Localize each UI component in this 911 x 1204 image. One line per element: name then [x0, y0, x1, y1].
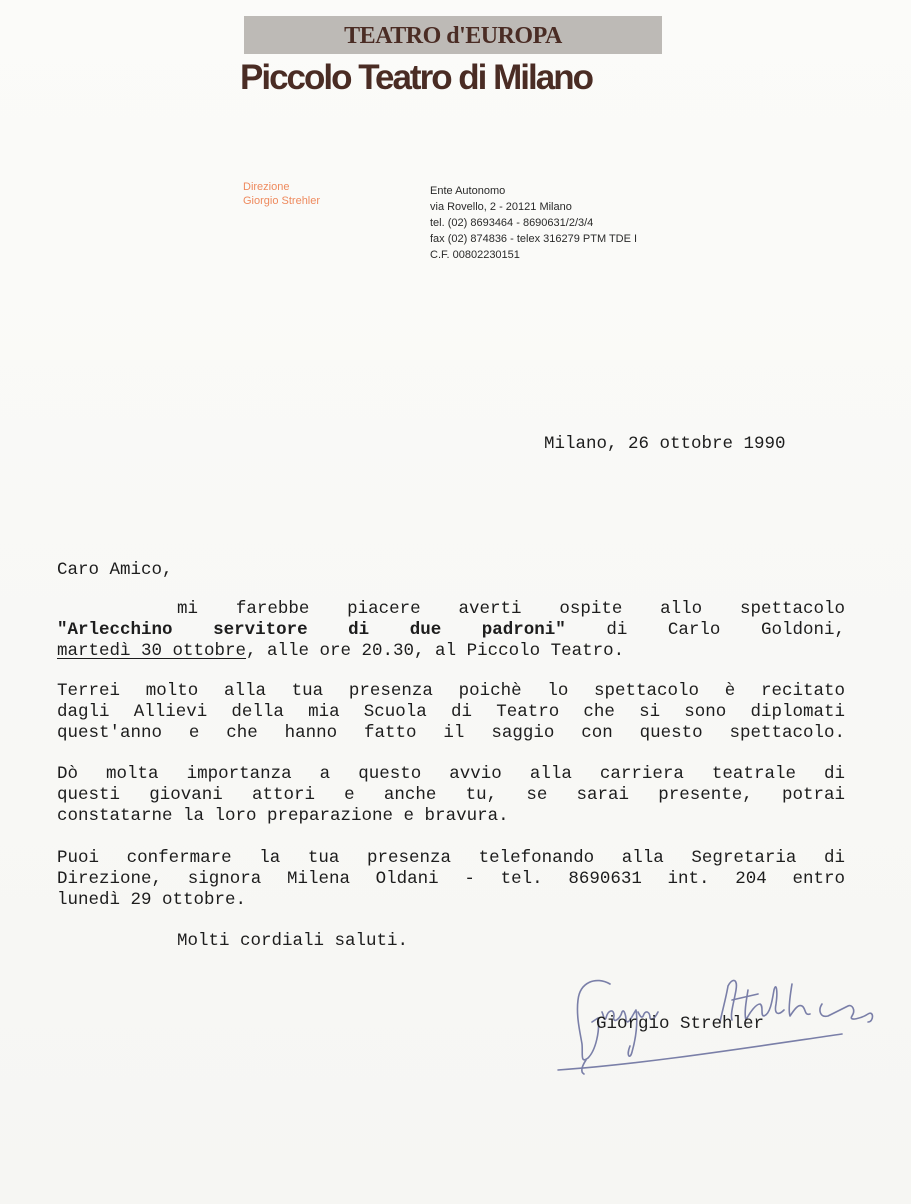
letterhead-band [244, 16, 662, 54]
address-line: fax (02) 874836 - telex 316279 PTM TDE I [430, 233, 638, 245]
letter-greeting: Caro Amico, [57, 560, 173, 580]
paragraph-4-line: Direzione, signora Milena Oldani - tel. 8690631 int. 204 entro [57, 869, 845, 889]
teatro-europa-logo: TEATRO d'EUROPA [344, 23, 562, 49]
direzione-block [243, 180, 320, 208]
paragraph-2-line: Terrei molto alla tua presenza poichè lo spettacolo è recitato [57, 681, 845, 701]
address-line: Ente Autonomo [430, 185, 506, 197]
letter-closing: Molti cordiali saluti. [177, 931, 409, 951]
direzione-name: Giorgio Strehler [243, 195, 321, 207]
paragraph-1-line: mi farebbe piacere averti ospite allo spettacolo [177, 599, 845, 619]
paragraph-4-line: Puoi confermare la tua presenza telefonando alla Segretaria di [57, 848, 845, 868]
address-line: tel. (02) 8693464 - 8690631/2/3/4 [430, 217, 594, 229]
address-line: C.F. 00802230151 [430, 249, 520, 261]
paragraph-2-line: quest'anno e che hanno fatto il saggio con questo spettacolo. [57, 723, 845, 743]
paragraph-4-line: lunedì 29 ottobre. [57, 890, 247, 910]
paragraph-3-line: constatarne la loro preparazione e bravura. [57, 806, 509, 826]
performance-date: martedì 30 ottobre [57, 641, 247, 661]
letterhead-title: Piccolo Teatro di Milano [240, 58, 592, 97]
play-title: "Arlecchino servitore di due padroni" [57, 620, 566, 640]
paragraph-1-line [57, 620, 845, 641]
address-block [430, 183, 637, 263]
paragraph-3-line: questi giovani attori e anche tu, se sarai presente, potrai [57, 785, 845, 805]
paragraph-1-line [57, 641, 845, 662]
direzione-label: Direzione [243, 181, 290, 193]
address-line: via Rovello, 2 - 20121 Milano [430, 201, 572, 213]
paragraph-3-line: Dò molta importanza a questo avvio alla carriera teatrale di [57, 764, 845, 784]
paragraph-2-line: dagli Allievi della mia Scuola di Teatro che si sono diplomati [57, 702, 845, 722]
play-author: di Carlo Goldoni, [565, 620, 845, 640]
letter-date: Milano, 26 ottobre 1990 [544, 434, 786, 454]
typed-signature: Giorgio Strehler [596, 1014, 765, 1034]
performance-time: , alle ore 20.30, al Piccolo Teatro. [246, 641, 625, 661]
